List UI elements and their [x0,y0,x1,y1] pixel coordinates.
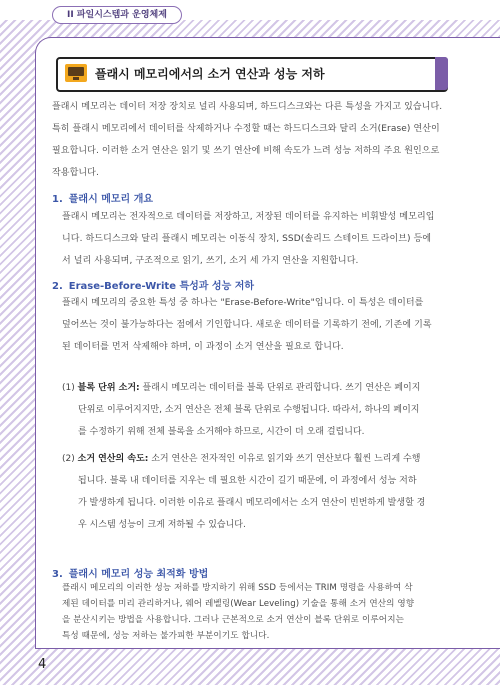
section-1-heading [52,190,153,205]
body-line: 플래시 메모리의 중요한 특성 중 하나는 "Erase-Before-Write"입니다. 이 특성은 데이터를 [62,298,424,308]
list-item-line [62,377,457,399]
item-marker: (2) [62,454,75,464]
list-item-line [62,448,457,470]
section-3-heading [52,565,208,580]
body-line: 플래시 메모리는 전자적으로 데이터를 저장하고, 저장된 데이터를 유지하는 비휘발성 메모리입 [62,212,435,222]
section-label: II 파일시스템과 운영체제 [52,6,182,24]
section-number: 3. [52,569,63,580]
item-term: 소거 연산의 속도: [77,454,149,464]
intro-line: 특히 플래시 메모리에서 데이터를 삭제하거나 수정할 때는 하드디스크와 달리 소거(Erase) 연산이 [52,124,440,134]
list-item-line: 됩니다. 블록 내 데이터를 지우는 데 필요한 시간이 길기 때문에, 이 과정에서 성능 저하 [78,476,417,486]
item-term: 블록 단위 소거: [77,383,140,393]
section-3-body [62,580,457,644]
body-line: 서 널리 사용되며, 구조적으로 읽기, 쓰기, 소거 세 가지 연산을 지원합니다. [62,256,359,266]
list-item [62,377,457,443]
intro-line: 필요합니다. 이러한 소거 연산은 읽기 및 쓰기 연산에 비해 속도가 느려 성능 저하의 주요 원인으로 [52,146,440,156]
section-title: 플래시 메모리 개요 [68,194,154,205]
list-item-line: 단위로 이루어지지만, 소거 연산은 전체 블록 단위로 수행됩니다. 따라서, 하나의 페이지 [78,405,420,415]
body-line: 덮어쓰는 것이 불가능하다는 점에서 기인합니다. 새로운 데이터를 기록하기 전에, 기존에 기록 [62,320,432,330]
item-text: 소거 연산은 전자적인 이유로 읽기와 쓰기 연산보다 훨씬 느리게 수행 [151,454,421,464]
list-item-line: 를 수정하기 위해 전체 블록을 소거해야 하므로, 시간이 더 오래 걸립니다. [78,427,365,437]
section-2-body [62,292,457,358]
body-line: 특성 때문에, 성능 저하는 불가피한 부분이기도 합니다. [62,631,270,641]
item-text: 플래시 메모리는 데이터를 블록 단위로 관리합니다. 쓰기 연산은 페이지 [142,383,421,393]
page-number: 4 [38,657,47,672]
section-number: 2. [52,281,63,292]
body-line: 된 데이터를 먼저 삭제해야 하며, 이 과정이 소거 연산을 필요로 합니다. [62,342,344,352]
list-item [62,448,457,536]
section-title: 플래시 메모리 성능 최적화 방법 [68,569,209,580]
section-title: Erase-Before-Write 특성과 성능 저하 [68,281,255,292]
list-item-line: 가 발생하게 됩니다. 이러한 이유로 플래시 메모리에서는 소거 연산이 빈번하게 발생할 경 [78,498,426,508]
body-line: 제된 데이터를 미리 관리하거나, 웨어 레벨링(Wear Leveling) 기술을 통해 소거 연산의 영향 [62,599,415,609]
body-line: 플래시 메모리의 이러한 성능 저하를 방지하기 위해 SSD 등에서는 TRIM 명령을 사용하여 삭 [62,583,413,593]
section-number: 1. [52,194,63,205]
title-accent [435,57,448,90]
intro-paragraph [52,96,457,184]
item-marker: (1) [62,383,75,393]
section-2-heading [52,277,254,292]
section-1-body [62,206,457,272]
body-line: 을 분산시키는 방법을 사용합니다. 그러나 근본적으로 소거 연산이 블록 단위로 이루어지는 [62,615,405,625]
list-item-line: 우 시스템 성능이 크게 저하될 수 있습니다. [78,520,246,530]
intro-line: 플래시 메모리는 데이터 저장 장치로 널리 사용되며, 하드디스크와는 다른 특성을 가지고 있습니다. [52,102,443,112]
title-box [56,57,448,92]
intro-line: 작용합니다. [52,168,99,178]
monitor-icon [65,64,87,82]
body-line: 니다. 하드디스크와 달리 플래시 메모리는 이동식 장치, SSD(솔리드 스테이트 드라이브) 등에 [62,234,432,244]
page-title: 플래시 메모리에서의 소거 연산과 성능 저하 [95,67,325,81]
